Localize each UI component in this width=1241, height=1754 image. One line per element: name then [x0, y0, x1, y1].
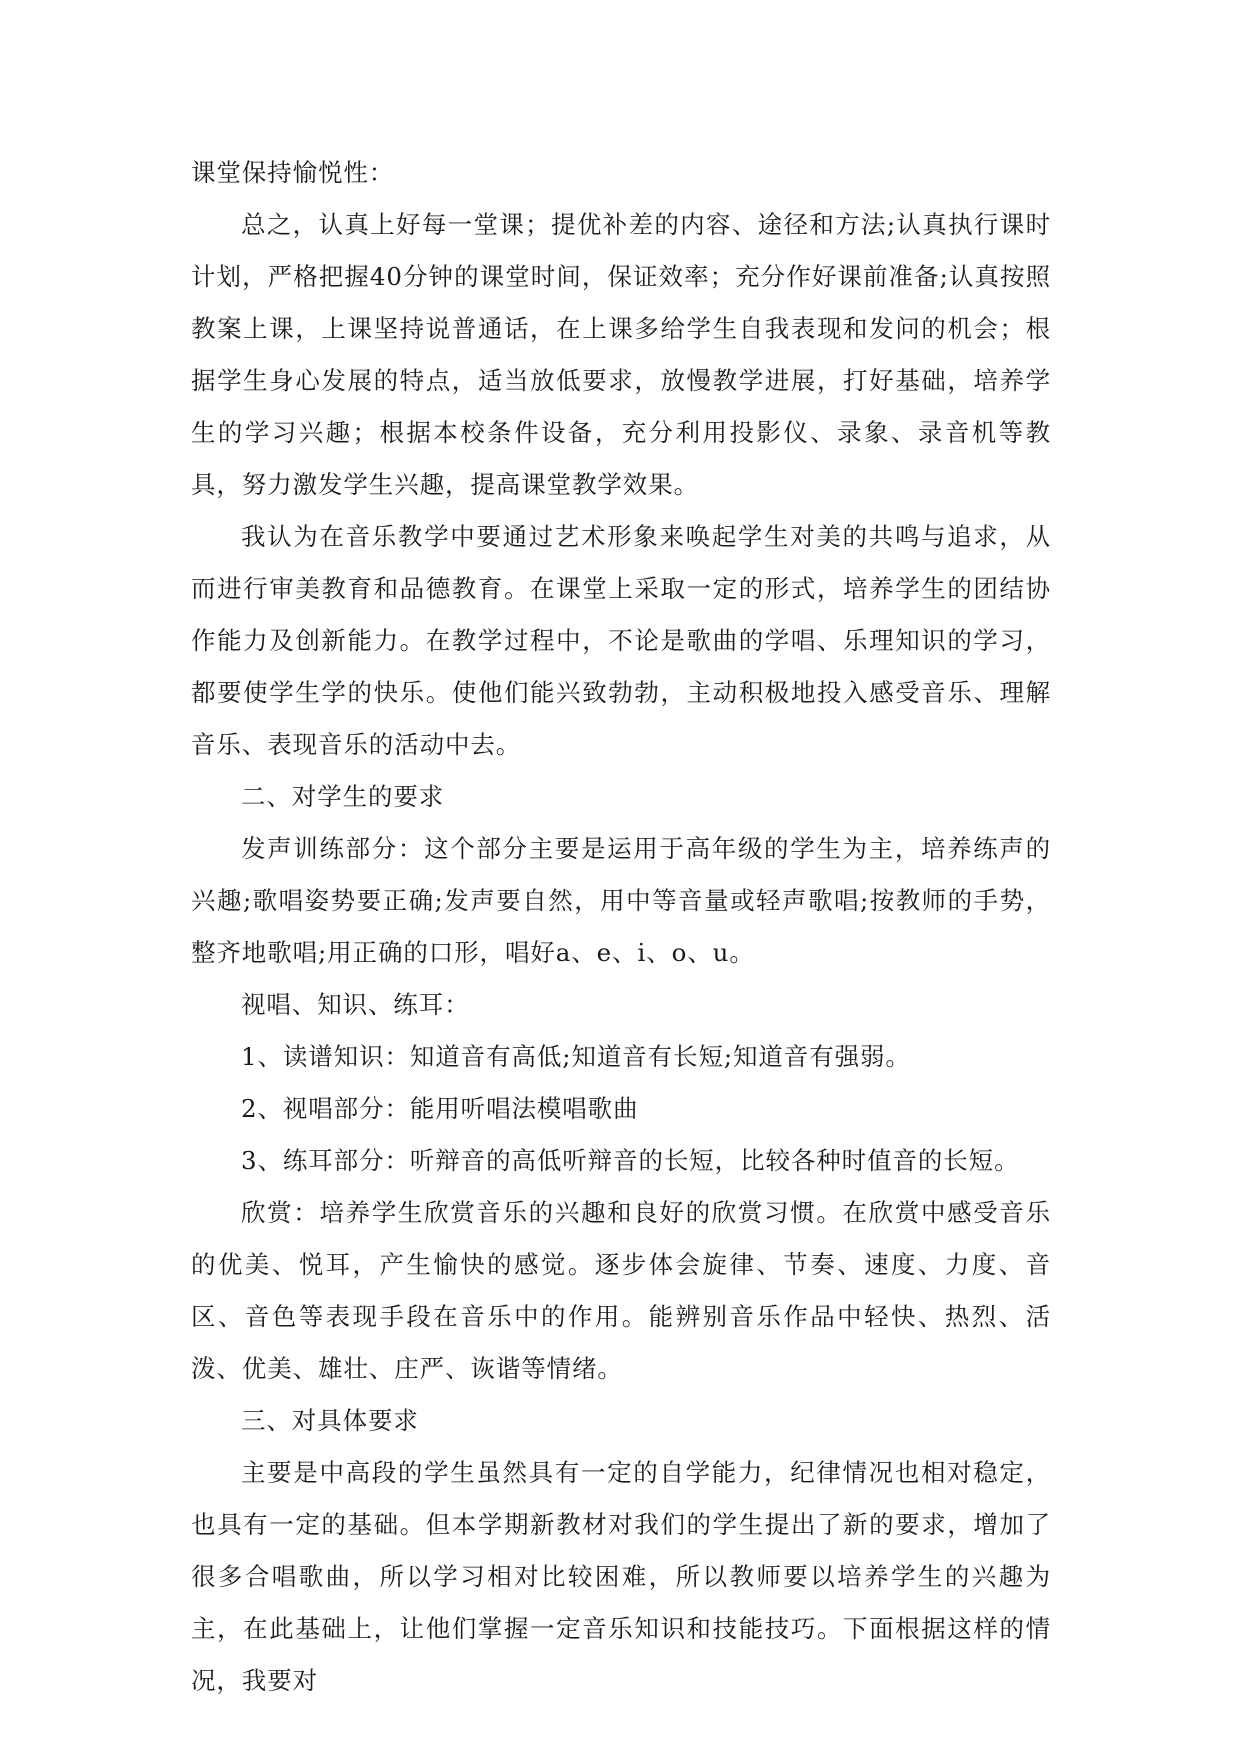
list-item-sight-singing: 2、视唱部分：能用听唱法模唱歌曲 [241, 1094, 639, 1123]
paragraph-aesthetic-education: 我认为在音乐教学中要通过艺术形象来唤起学生对美的共鸣与追求，从而进行审美教育和品德教育。在课堂上采取一定的形式，培养学生的团结协作能力及创新能力。在教学过程中，不论是歌曲的学唱、乐理知识的学习，都要使学生学的快乐。使他们能兴致勃勃，主动积极地投入感受音乐、理解音乐、表现音乐的活动中去。 [191, 522, 1051, 759]
section-heading-specific-requirements: 三、对具体要求 [241, 1406, 419, 1435]
section-heading-student-requirements: 二、对学生的要求 [241, 782, 445, 811]
paragraph-sight-singing-heading: 视唱、知识、练耳： [241, 990, 470, 1019]
paragraph-summary: 总之，认真上好每一堂课；提优补差的内容、途径和方法;认真执行课时计划，严格把握40分钟的课堂时间，保证效率；充分作好课前准备;认真按照教案上课，上课坚持说普通话，在上课多给学生自我表现和发问的机会；根据学生身心发展的特点，适当放低要求，放慢教学进展，打好基础，培养学生的学习兴趣；根据本校条件设备，充分利用投影仪、录象、录音机等教具，努力激发学生兴趣，提高课堂教学效果。 [191, 210, 1051, 499]
paragraph-appreciation: 欣赏：培养学生欣赏音乐的兴趣和良好的欣赏习惯。在欣赏中感受音乐的优美、悦耳，产生愉快的感觉。逐步体会旋律、节奏、速度、力度、音区、音色等表现手段在音乐中的作用。能辨别音乐作品中轻快、热烈、活泼、优美、雄壮、庄严、诙谐等情绪。 [191, 1198, 1051, 1383]
document-body [191, 147, 1051, 1707]
list-item-score-reading: 1、读谱知识：知道音有高低;知道音有长短;知道音有强弱。 [241, 1042, 911, 1071]
paragraph-vocal-training: 发声训练部分：这个部分主要是运用于高年级的学生为主，培养练声的兴趣;歌唱姿势要正确;发声要自然，用中等音量或轻声歌唱;按教师的手势，整齐地歌唱;用正确的口形，唱好a、e、i、o、u。 [191, 834, 1051, 967]
paragraph-classroom-pleasant: 课堂保持愉悦性： [191, 158, 395, 187]
paragraph-mid-upper-students: 主要是中高段的学生虽然具有一定的自学能力，纪律情况也相对稳定，也具有一定的基础。但本学期新教材对我们的学生提出了新的要求，增加了很多合唱歌曲，所以学习相对比较困难，所以教师要以培养学生的兴趣为主，在此基础上，让他们掌握一定音乐知识和技能技巧。下面根据这样的情况，我要对 [191, 1458, 1051, 1695]
list-item-ear-training: 3、练耳部分：听辩音的高低听辩音的长短，比较各种时值音的长短。 [241, 1146, 1020, 1175]
